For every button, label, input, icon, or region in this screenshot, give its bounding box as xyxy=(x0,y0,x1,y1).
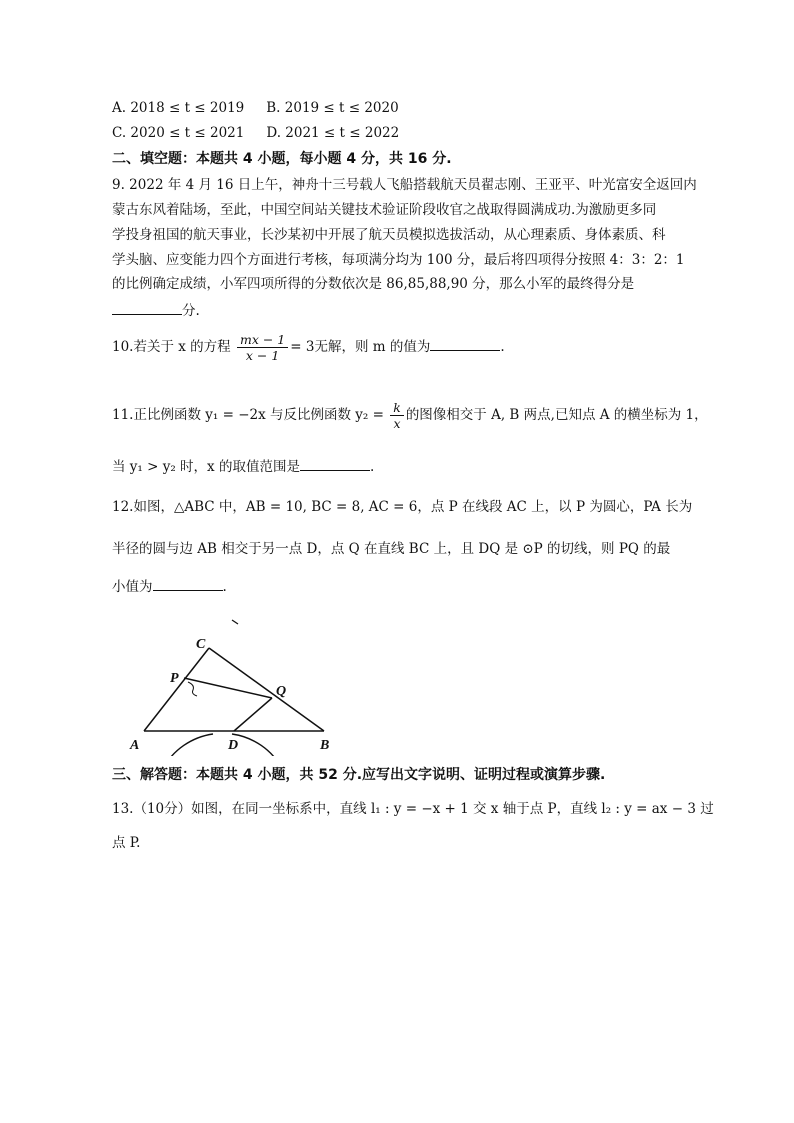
q12-line1: 12.如图，△ABC 中，AB = 10, BC = 8, AC = 6，点 P 在线段 AC 上，以 P 为圆心，PA 长为 xyxy=(112,499,693,515)
q8-options-row1 xyxy=(112,99,399,117)
q11-middle: 的图像相交于 A, B 两点,已知点 A 的横坐标为 1， xyxy=(405,407,708,423)
q9-line6 xyxy=(112,300,200,320)
label-c: C xyxy=(196,637,206,652)
q9-suffix: 分. xyxy=(182,303,200,319)
q11-line2-prefix: 当 y₁ > y₂ 时，x 的取值范围是 xyxy=(112,459,300,475)
q10 xyxy=(112,332,505,363)
q11-line2 xyxy=(112,456,374,476)
tick-mark xyxy=(232,620,238,624)
q9-line3: 学投身祖国的航天事业，长沙某初中开展了航天员模拟选拔活动，从心理素质、身体素质、科 xyxy=(112,227,666,243)
q10-middle: = 3无解，则 m 的值为 xyxy=(290,339,431,355)
q8-option-a: A. 2018 ≤ t ≤ 2019 xyxy=(112,100,245,116)
answer-blank xyxy=(112,300,182,315)
q9-line2: 蒙古东风着陆场，至此，中国空间站关键技术验证阶段收官之战取得圆满成功.为激励更多同 xyxy=(112,202,657,218)
answer-blank xyxy=(300,456,370,471)
q8-options-row2 xyxy=(112,124,399,142)
segment-ac xyxy=(144,648,209,731)
answer-blank xyxy=(430,336,500,351)
label-b: B xyxy=(320,738,330,753)
label-d: D xyxy=(228,738,239,753)
label-a: A xyxy=(130,738,140,753)
q11-prefix: 11.正比例函数 y₁ = −2x 与反比例函数 y₂ = xyxy=(112,407,384,423)
geometry-figure xyxy=(112,596,352,756)
q8-option-d: D. 2021 ≤ t ≤ 2022 xyxy=(266,125,400,141)
section2-title: 二、填空题：本题共 4 小题，每小题 4 分，共 16 分. xyxy=(112,151,452,167)
q11-fraction xyxy=(390,400,404,431)
q11-numerator: k xyxy=(390,400,404,416)
right-angle-mark xyxy=(188,682,197,696)
q11-line1 xyxy=(112,400,708,431)
segment-dq xyxy=(234,698,272,731)
q9-line4: 学头脑、应变能力四个方面进行考核，每项满分均为 100 分，最后将四项得分按照 4：3：2：1 xyxy=(112,252,685,268)
q11-denominator: x xyxy=(393,416,401,431)
q10-suffix: . xyxy=(500,339,505,355)
label-q: Q xyxy=(276,684,287,699)
q9-line5: 的比例确定成绩，小军四项所得的分数依次是 86,85,88,90 分，那么小军的最终得分是 xyxy=(112,276,635,292)
q13-line1: 13.（10分）如图，在同一坐标系中，直线 l₁ : y = −x + 1 交 x 轴于点 P，直线 l₂ : y = ax − 3 过 xyxy=(112,801,714,817)
segment-cb xyxy=(209,648,324,731)
q12-line3-suffix: . xyxy=(222,579,227,595)
q10-prefix: 10.若关于 x 的方程 xyxy=(112,339,231,355)
circle-p xyxy=(154,734,290,756)
q8-option-c: C. 2020 ≤ t ≤ 2021 xyxy=(112,125,245,141)
q8-option-b: B. 2019 ≤ t ≤ 2020 xyxy=(266,100,399,116)
geometry-svg xyxy=(112,596,352,756)
answer-blank xyxy=(153,576,223,591)
q10-numerator: mx − 1 xyxy=(237,332,288,348)
q11-line2-suffix: . xyxy=(369,459,375,475)
q10-denominator: x − 1 xyxy=(245,348,280,363)
segment-pq xyxy=(184,678,272,698)
q12-line2: 半径的圆与边 AB 相交于另一点 D，点 Q 在直线 BC 上，且 DQ 是 ⊙P 的切线，则 PQ 的最 xyxy=(112,541,671,557)
q12-line3-prefix: 小值为 xyxy=(112,579,153,595)
label-p: P xyxy=(170,671,179,686)
q13-line2: 点 P. xyxy=(112,835,141,851)
q9-line1: 9. 2022 年 4 月 16 日上午，神舟十三号载人飞船搭载航天员翟志刚、王亚平、叶光富安全返回内 xyxy=(112,177,697,193)
section3-title: 三、解答题：本题共 4 小题，共 52 分.应写出文字说明、证明过程或演算步骤. xyxy=(112,767,606,783)
q10-fraction xyxy=(237,332,288,363)
q12-line3 xyxy=(112,576,227,596)
